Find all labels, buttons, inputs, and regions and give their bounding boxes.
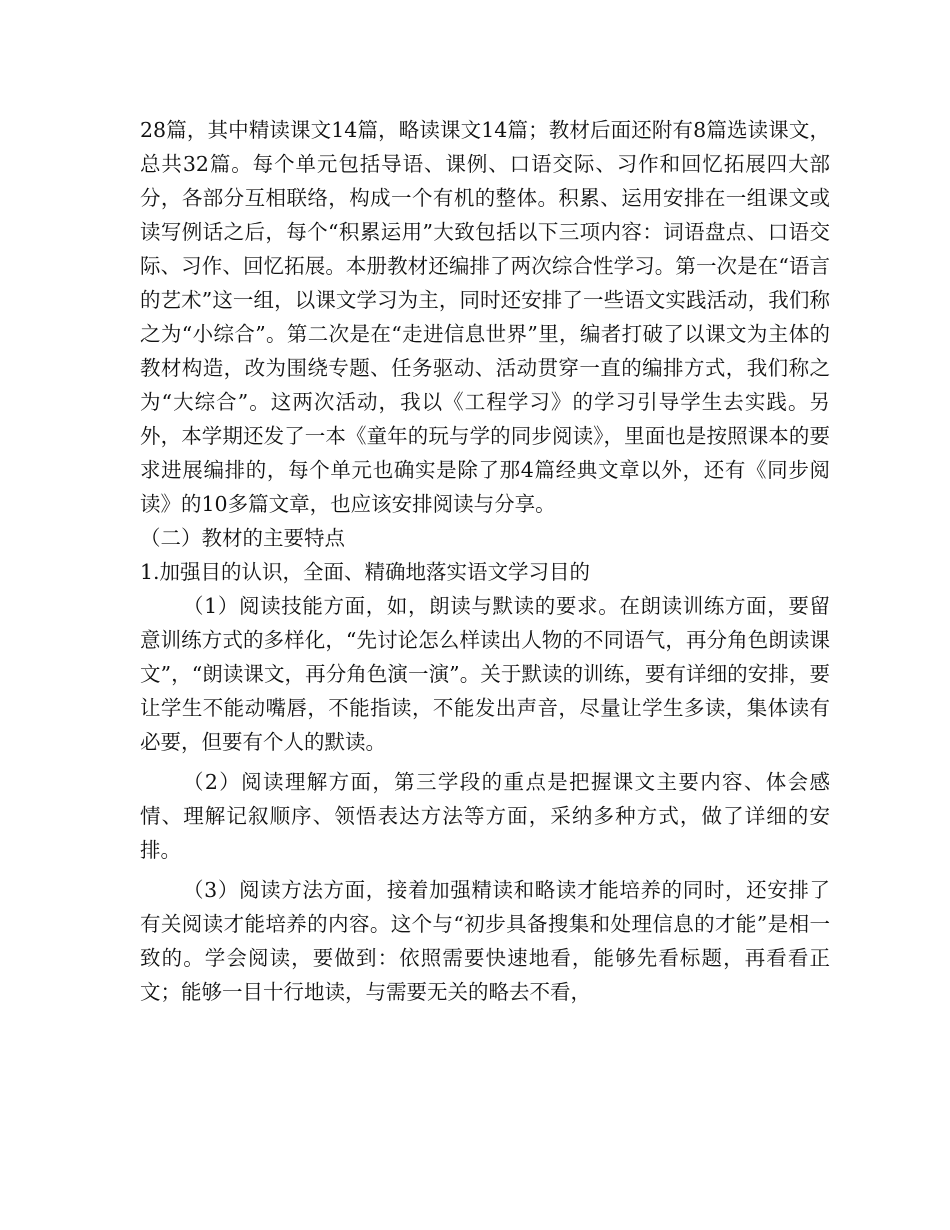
section-heading: （二）教材的主要特点 — [140, 526, 345, 550]
document-body — [140, 113, 830, 1009]
subsection-heading: 1.加强目的认识，全面、精确地落实语文学习目的 — [140, 560, 591, 584]
body-paragraph: （1）阅读技能方面，如，朗读与默读的要求。在朗读训练方面，要留意训练方式的多样化，“先讨论怎么样读出人物的不同语气，再分角色朗读课文”，“朗读课文，再分角色演一演”。关于默读的训练，要有详细的安排，要让学生不能动嘴唇，不能指读，不能发出声音，尽量让学生多读，集体读有必要，但要有个人的默读。 — [140, 594, 830, 754]
body-paragraph: （2）阅读理解方面，第三学段的重点是把握课文主要内容、体会感情、理解记叙顺序、领悟表达方法等方面，采纳多种方式，做了详细的安排。 — [140, 770, 830, 862]
body-paragraph: （3）阅读方法方面，接着加强精读和略读才能培养的同时，还安排了有关阅读才能培养的内容。这个与“初步具备搜集和处理信息的才能”是相一致的。学会阅读，要做到：依照需要快速地看，能够先看标题，再看看正文；能够一目十行地读，与需要无关的略去不看， — [140, 878, 830, 1004]
body-paragraph: 28篇，其中精读课文14篇，略读课文14篇；教材后面还附有8篇选读课文，总共32篇。每个单元包括导语、课例、口语交际、习作和回忆拓展四大部分，各部分互相联络，构成一个有机的整体。积累、运用安排在一组课文或读写例话之后，每个“积累运用”大致包括以下三项内容：词语盘点、口语交际、习作、回忆拓展。本册教材还编排了两次综合性学习。第一次是在“语言的艺术”这一组，以课文学习为主，同时还安排了一些语文实践活动，我们称之为“小综合”。第二次是在“走进信息世界”里，编者打破了以课文为主体的教材构造，改为围绕专题、任务驱动、活动贯穿一直的编排方式，我们称之为“大综合”。这两次活动，我以《工程学习》的学习引导学生去实践。另外，本学期还发了一本《童年的玩与学的同步阅读》，里面也是按照课本的要求进展编排的，每个单元也确实是除了那4篇经典文章以外，还有《同步阅读》的10多篇文章，也应该安排阅读与分享。 — [140, 118, 830, 516]
